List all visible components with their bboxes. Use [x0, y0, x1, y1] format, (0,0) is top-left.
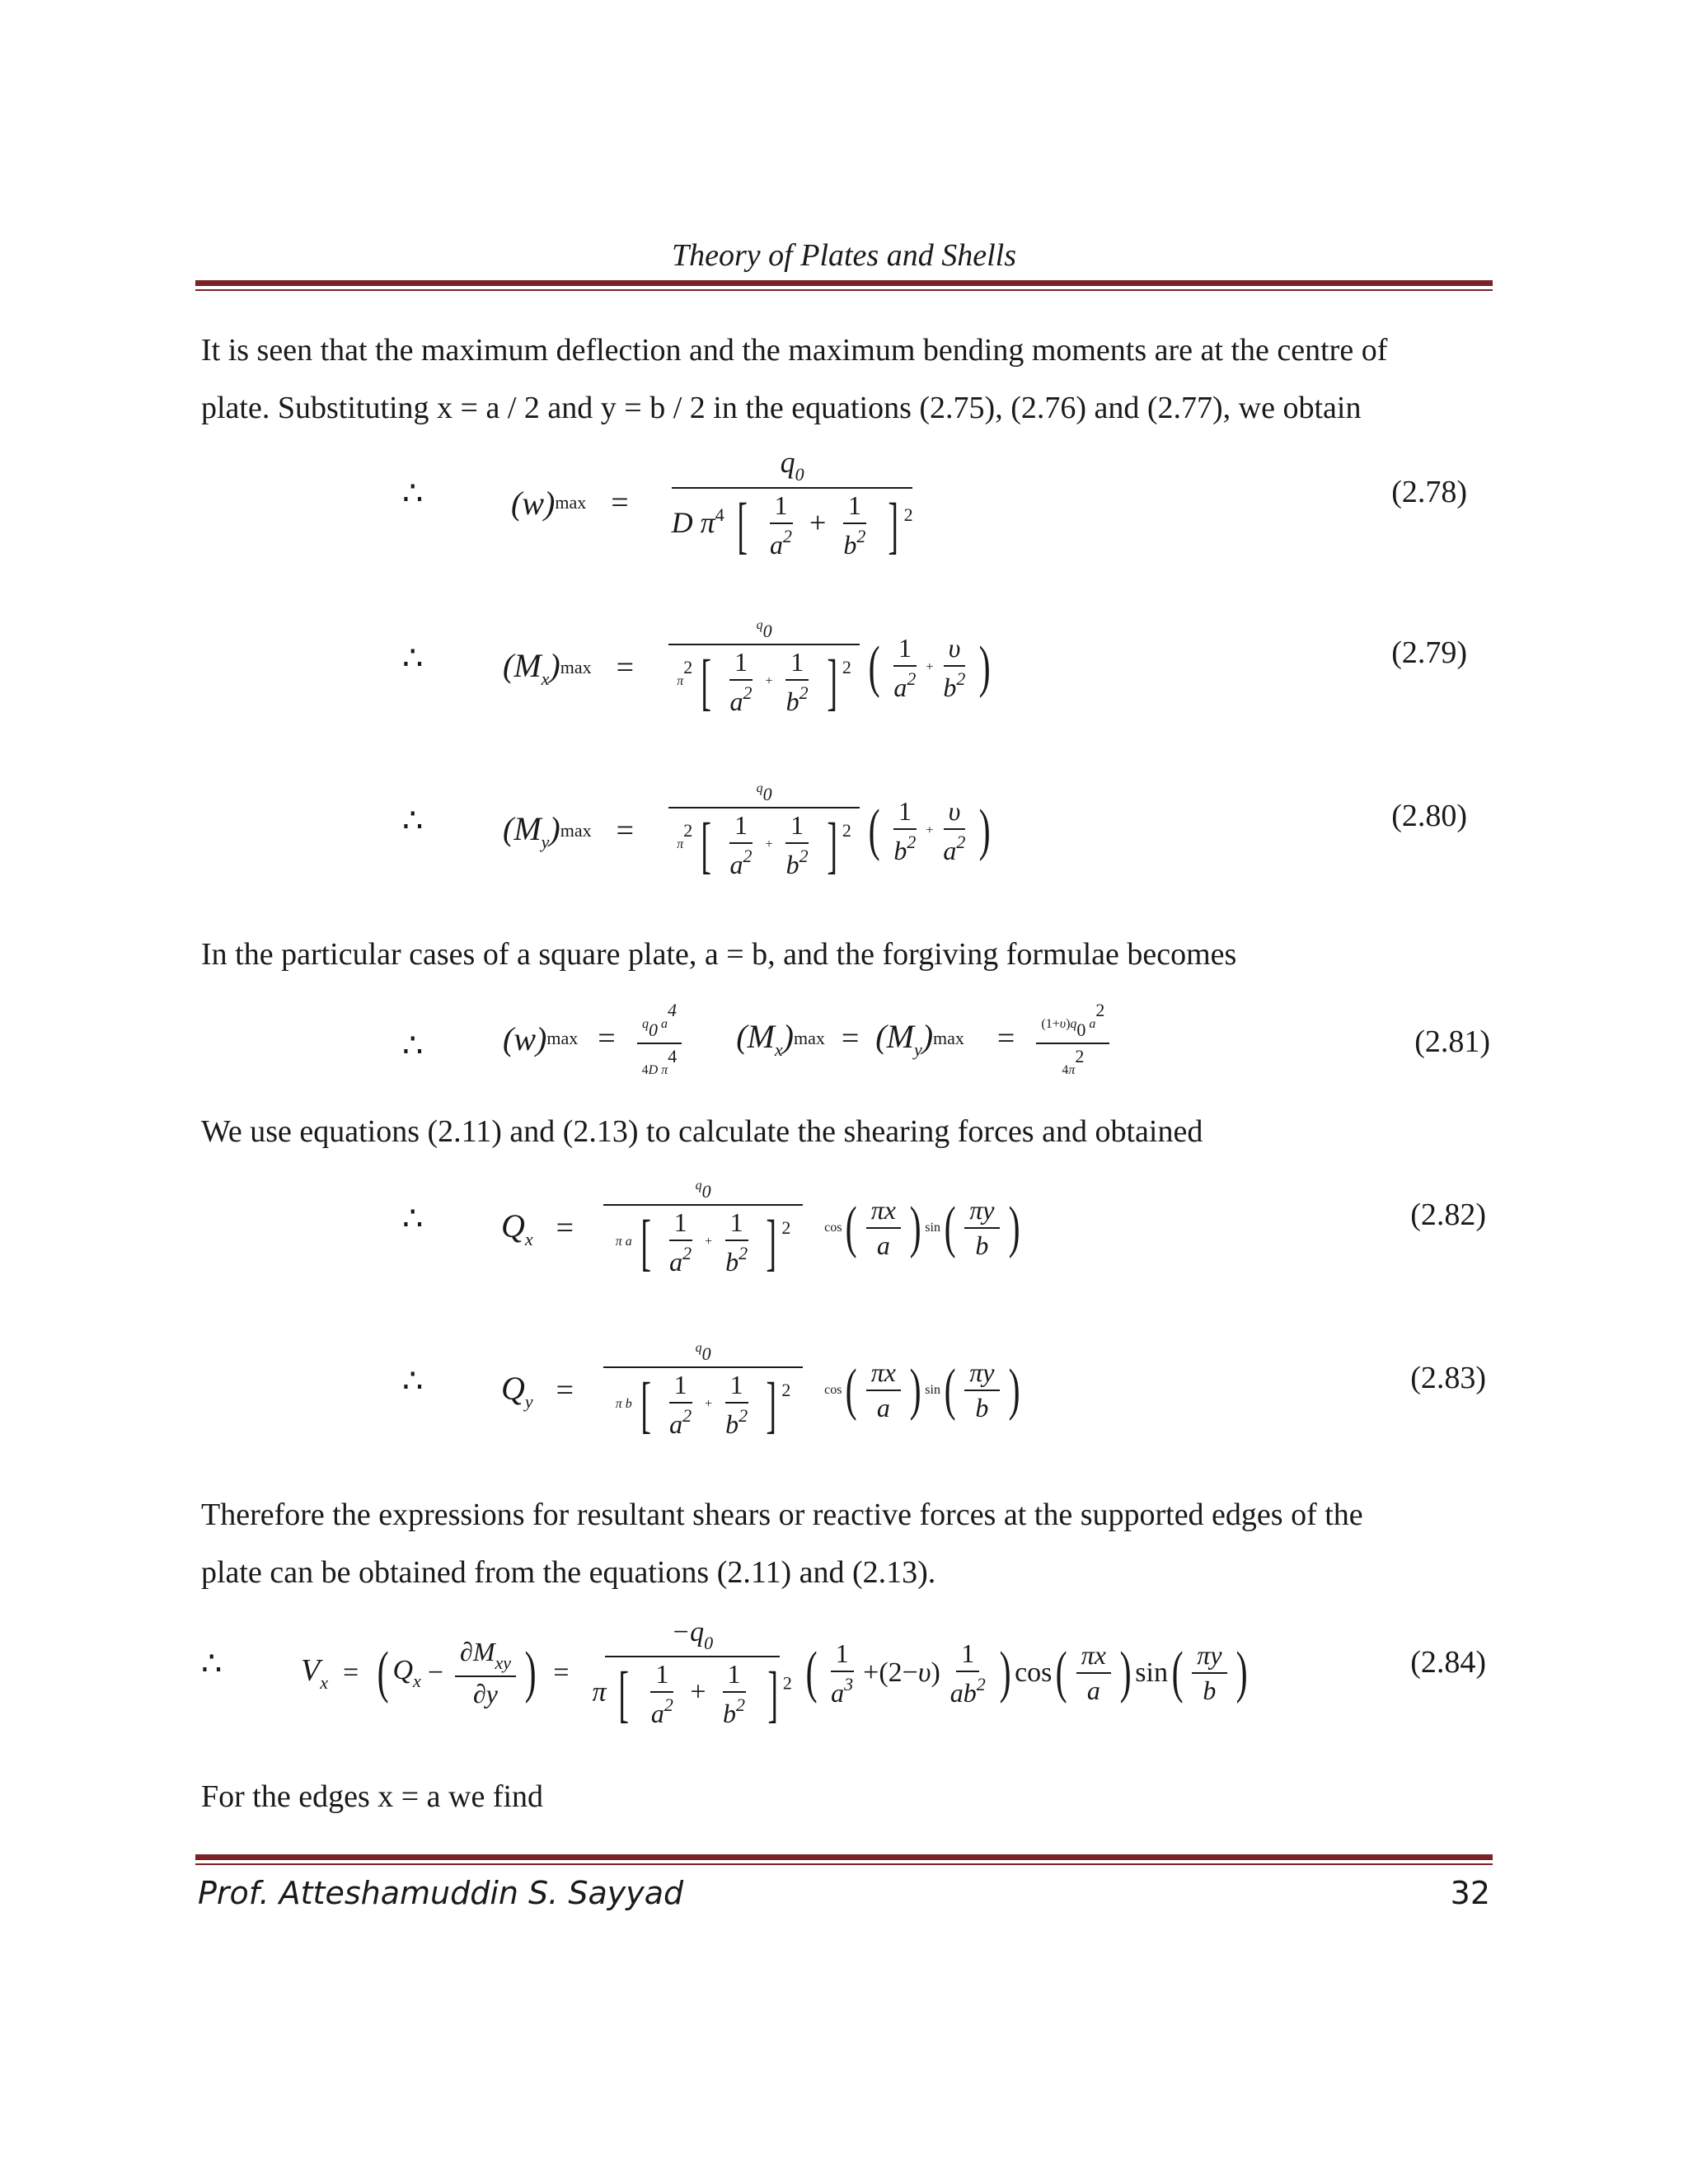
header-rule-thin: [195, 289, 1493, 291]
equation-number: (2.79): [1391, 635, 1467, 670]
running-header: Theory of Plates and Shells: [672, 238, 1016, 273]
paragraph-square-plate: In the particular cases of a square plate, a = b, and the forgiving formulae becomes: [201, 937, 1237, 972]
page-number: 32: [1450, 1875, 1490, 1911]
paragraph-intro: [201, 321, 1490, 437]
header-rule-thick: [195, 280, 1493, 286]
therefore-symbol: ∴: [402, 475, 424, 512]
equation-number: (2.78): [1391, 475, 1467, 509]
paragraph-resultant-shears: [201, 1486, 1490, 1601]
paragraph-shearing-forces: We use equations (2.11) and (2.13) to calculate the shearing forces and obtained: [201, 1114, 1203, 1149]
equation-number: (2.83): [1410, 1361, 1486, 1395]
footer-rule-thin: [195, 1863, 1493, 1865]
equation-2-80: $(M_y)$ max = q0 π2 [ $\frac{1}{a^2}$ + $\frac{1}{b^2}$ ] 2 ( $\frac{1}{b^2}$ + $\frac{\upsilon}{a^2}$ ): [503, 781, 992, 880]
equation-2-79: $(M_x)$ max = q0 π2 [ $\frac{1}{a^2}$ + $\frac{1}{b^2}$ ] 2 ( $\frac{1}{a^2}$ + $\frac{\upsilon}{b^2}$ ): [503, 618, 992, 717]
paragraph-edges: For the edges x = a we find: [201, 1779, 544, 1814]
therefore-symbol: ∴: [402, 802, 424, 839]
equation-2-83: $Q_y$ = q0 π b [ $\frac{1}{a^2}$ + $\frac{1}{b^2}$ ] 2 cos ( $\frac{\pi x}{a}$ ) sin ( $\frac{\pi y}{b}$ ): [501, 1341, 1020, 1440]
therefore-symbol: ∴: [402, 1027, 424, 1064]
paragraph-intro-line1: It is seen that the maximum deflection and the maximum bending moments are at the centre of: [201, 333, 1388, 368]
equation-2-82: $Q_x$ = q0 π a [ $\frac{1}{a^2}$ + $\frac{1}{b^2}$ ] 2 cos ( $\frac{\pi x}{a}$ ) sin ( $\frac{\pi y}{b}$ ): [501, 1179, 1020, 1277]
therefore-symbol: ∴: [402, 1200, 424, 1237]
equation-2-78: (w) max = $q_0$ D $\pi^4$ [ $\frac{1}{a^2}$ + $\frac{1}{b^2}$ ] $^2$: [511, 446, 913, 560]
equation-number: (2.84): [1410, 1645, 1486, 1680]
equation-number: (2.80): [1391, 799, 1467, 833]
equation-number: (2.81): [1414, 1024, 1490, 1059]
footer-author: Prof. Atteshamuddin S. Sayyad: [198, 1875, 684, 1911]
equation-2-84: $V_x$ = ( $Q_x$ − $\frac{\partial M_{xy}}{\partial y}$ ) = $-q_0$ π [ $\frac{1}{a^2}$ + $\frac{1}{b^2}$ ] $^2$ ( $\frac{1}{a^3}$ +(2−υ) $\frac{1}{ab^2}$ ) cos ( $\frac{\pi x}{a}$ ) sin ( $\frac{\pi y}{b}$ ): [301, 1617, 1248, 1729]
equation-2-81: (w) max = $\frac{q0 a4}{\text{4D π4}}$ $(M_x)$ max = $(M_y)$ max = $\frac{(1+\upsilon)q0 a2}{4\pi 2}$: [503, 993, 1114, 1084]
therefore-symbol: ∴: [402, 640, 424, 677]
paragraph-resultant-shears-line2: plate can be obtained from the equations (2.11) and (2.13).: [201, 1555, 936, 1590]
paragraph-resultant-shears-line1: Therefore the expressions for resultant shears or reactive forces at the supported edges of the: [201, 1497, 1363, 1532]
footer-rule-thick: [195, 1854, 1493, 1860]
therefore-symbol: ∴: [402, 1362, 424, 1399]
therefore-symbol: ∴: [201, 1645, 223, 1682]
equation-number: (2.82): [1410, 1197, 1486, 1232]
paragraph-intro-line2: plate. Substituting x = a / 2 and y = b / 2 in the equations (2.75), (2.76) and (2.77), we obtain: [201, 391, 1362, 425]
